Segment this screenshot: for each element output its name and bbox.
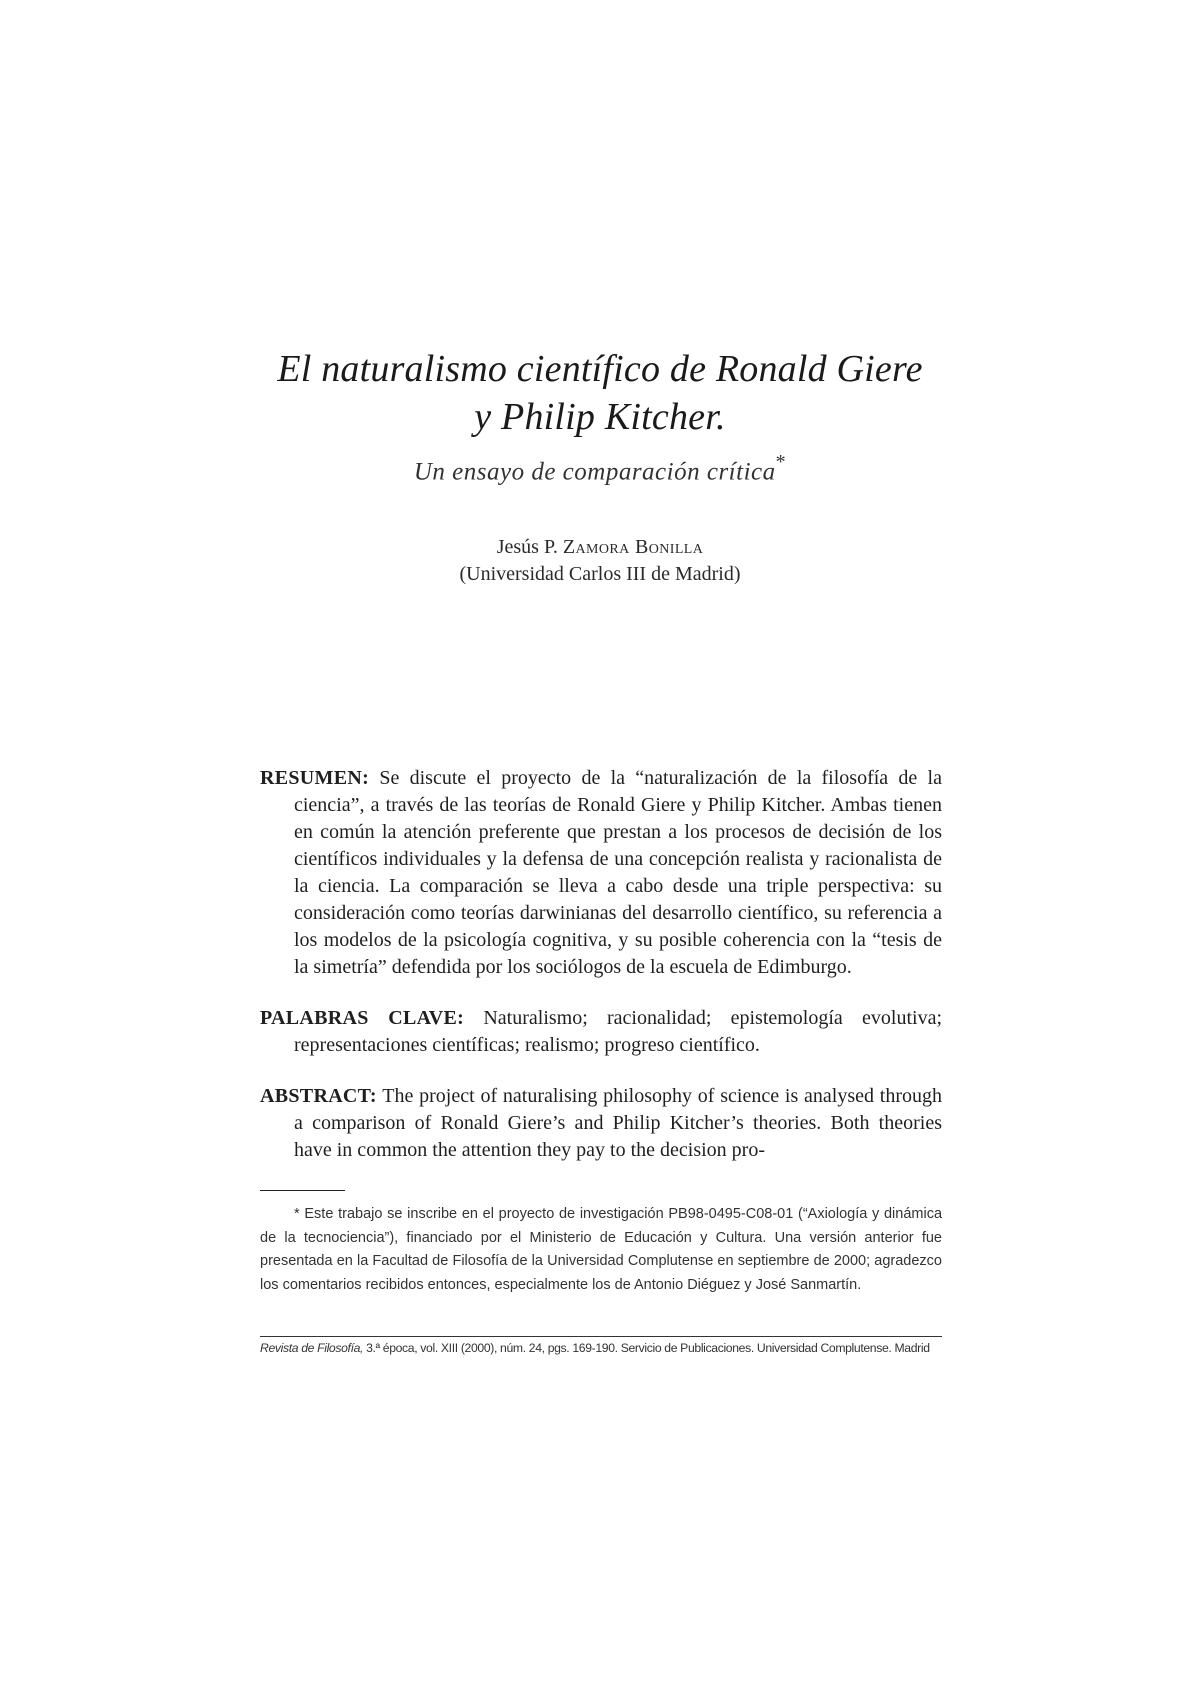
paper-title-line-1: El naturalismo científico de Ronald Giere: [277, 348, 923, 390]
subtitle-text: Un ensayo de comparación crítica: [413, 458, 776, 486]
title-block: [0, 345, 1200, 489]
resumen-paragraph: [260, 765, 942, 981]
footnote-text: Este trabajo se inscribe en el proyecto de investigación PB98-0495-C08-01 (“Axiología y dinámica de la tecnociencia”), financiado por el Ministerio de Educación y Cultura. Una versión anterior fue presentada en la Facultad de Filosofía de la Universidad Complutense en septiembre de 2000; agradezco los comentarios recibidos entonces, especialmente los de Antonio Diéguez y José Sanmartín.: [260, 1206, 943, 1293]
footnote: [260, 1203, 942, 1297]
author-surname: Zamora Bonilla: [562, 536, 704, 558]
abstract-text: The project of naturalising philosophy of science is analysed through a comparison of Ronald Giere’s and Philip Kitcher’s theories. Both theories have in common the attention they pay to the decision pro-: [294, 1085, 943, 1161]
resumen-label: RESUMEN:: [260, 767, 370, 789]
keywords-label: PALABRAS CLAVE:: [260, 1007, 465, 1029]
keywords-paragraph: [260, 1005, 942, 1059]
author-affiliation: (Universidad Carlos III de Madrid): [459, 563, 741, 585]
keywords-text: Naturalismo; racionalidad; epistemología evolutiva; representaciones científicas; realismo; progreso científico.: [294, 1007, 942, 1056]
author-block: [0, 534, 1200, 588]
abstract-label: ABSTRACT:: [260, 1085, 377, 1107]
author-name: [0, 534, 1200, 561]
abstract-section: [260, 1083, 942, 1164]
resumen-text: Se discute el proyecto de la “naturalización de la filosofía de la ciencia”, a través de las teorías de Ronald Giere y Philip Kitcher. Ambas tienen en común la atención preferente que prestan a los procesos de decisión de los científicos individuales y la defensa de una concepción realista y racionalista de la ciencia. La comparación se lleva a cabo desde una triple perspectiva: su consideración como teorías darwinianas del desarrollo científico, su referencia a los modelos de la psicología cognitiva, y su posible coherencia con la “tesis de la simetría” defendida por los sociólogos de la escuela de Edimburgo.: [294, 767, 942, 978]
footnote-reference[interactable]: *: [775, 451, 787, 473]
author-given-name: Jesús P.: [496, 536, 558, 558]
keywords-section: [260, 1005, 942, 1059]
journal-name: Revista de Filosofía,: [260, 1341, 364, 1355]
abstract-paragraph: [260, 1083, 942, 1164]
footnote-divider: [260, 1190, 345, 1191]
footnote-mark: *: [294, 1206, 300, 1222]
resumen-section: [260, 765, 942, 981]
journal-citation: [260, 1336, 942, 1357]
paper-title-line-2: y Philip Kitcher.: [474, 396, 726, 438]
paper-subtitle: [0, 447, 1200, 489]
journal-details: 3.ª época, vol. XIII (2000), núm. 24, pgs. 169-190. Servicio de Publicaciones. Universidad Complutense. Madrid: [363, 1341, 930, 1355]
